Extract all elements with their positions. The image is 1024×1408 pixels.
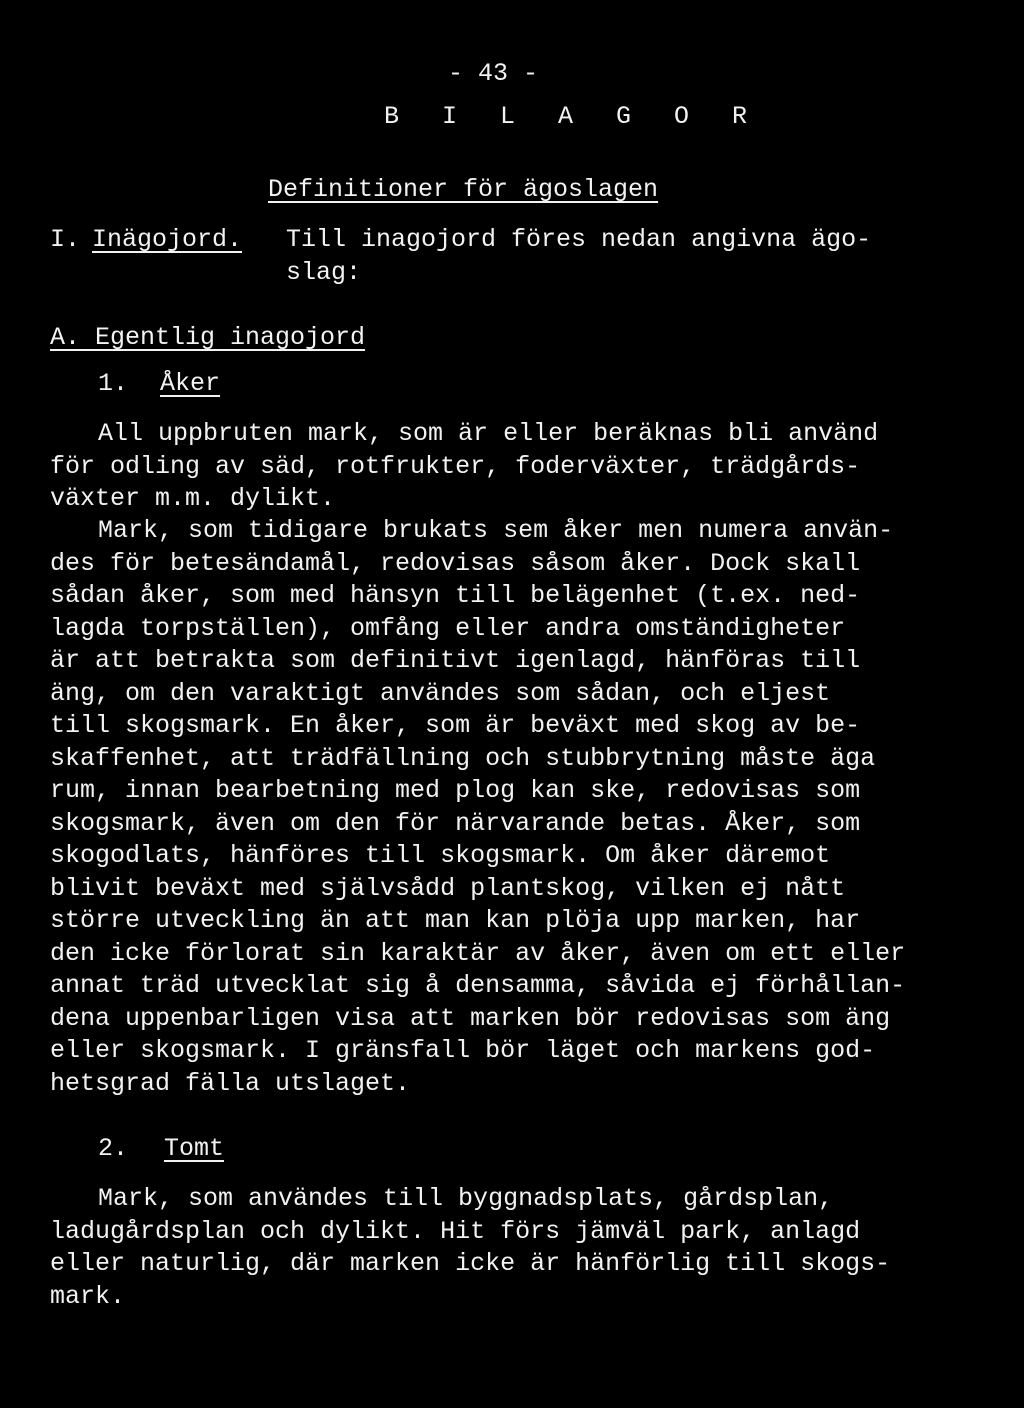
paragraph-line: äng, om den varaktigt användes som sådan, och eljest — [50, 678, 831, 708]
item-1-paragraph-2 — [50, 515, 905, 1100]
paragraph-line: eller naturlig, där marken icke är hänförlig till skogs- — [50, 1249, 891, 1278]
page-heading: B I L A G O R — [384, 102, 762, 131]
paragraph-line: rum, innan bearbetning med plog kan ske, redovisas som — [50, 776, 861, 805]
section-title: Definitioner för ägoslagen — [268, 175, 659, 204]
item-2-paragraph — [50, 1183, 890, 1313]
paragraph-line: växter m.m. dylikt. — [50, 484, 336, 513]
part-one-title: Inägojord. — [92, 225, 243, 254]
paragraph-line: blivit beväxt med självsådd plantskog, vilken ej nått — [50, 873, 846, 903]
paragraph-line: skaffenhet, att trädfällning och stubbrytning måste äga — [50, 743, 876, 773]
paragraph-line: eller skogsmark. I gränsfall bör läget och markens god- — [50, 1036, 876, 1065]
paragraph-line: lagda torpställen), omfång eller andra omständigheter — [50, 613, 846, 643]
paragraph-line: Mark, som användes till byggnadsplats, gårdsplan, — [98, 1184, 834, 1213]
part-one-text-line-2: slag: — [286, 258, 362, 287]
paragraph-line: ladugårdsplan och dylikt. Hit förs jämväl park, anlagd — [50, 1216, 861, 1246]
item-2-title: Tomt — [164, 1134, 225, 1163]
paragraph-line: sådan åker, som med hänsyn till belägenhet (t.ex. ned- — [50, 581, 861, 610]
item-1-paragraph-1 — [50, 418, 878, 516]
paragraph-line: hetsgrad fälla utslaget. — [50, 1068, 411, 1098]
paragraph-line: mark. — [50, 1281, 126, 1311]
part-one-text-line-1: Till inagojord föres nedan angivna ägo- — [286, 225, 872, 254]
paragraph-line: skogsmark, även om den för närvarande betas. Åker, som — [50, 808, 861, 838]
page-number: - 43 - — [448, 59, 539, 88]
item-1-title: Åker — [160, 369, 221, 398]
paragraph-line: större utveckling än att man kan plöja upp marken, har — [50, 906, 861, 935]
paragraph-line: All uppbruten mark, som är eller beräknas bli använd — [98, 419, 879, 448]
part-one-number: I. — [50, 225, 81, 254]
paragraph-line: den icke förlorat sin karaktär av åker, även om ett eller — [50, 938, 906, 968]
item-2-number: 2. — [98, 1134, 129, 1163]
paragraph-line: skogodlats, hänföres till skogsmark. Om åker däremot — [50, 841, 831, 870]
item-1-number: 1. — [98, 369, 129, 398]
subsection-a-title: A. Egentlig inagojord — [50, 323, 366, 352]
paragraph-line: för odling av säd, rotfrukter, foderväxter, trädgårds- — [50, 451, 861, 481]
paragraph-line: des för betesändamål, redovisas såsom åker. Dock skall — [50, 548, 861, 578]
paragraph-line: annat träd utvecklat sig å densamma, såvida ej förhållan- — [50, 971, 906, 1000]
paragraph-line: Mark, som tidigare brukats sem åker men numera använ- — [98, 516, 894, 545]
paragraph-line: dena uppenbarligen visa att marken bör redovisas som äng — [50, 1003, 891, 1033]
paragraph-line: är att betrakta som definitivt igenlagd, hänföras till — [50, 646, 861, 675]
paragraph-line: till skogsmark. En åker, som är beväxt med skog av be- — [50, 711, 861, 740]
